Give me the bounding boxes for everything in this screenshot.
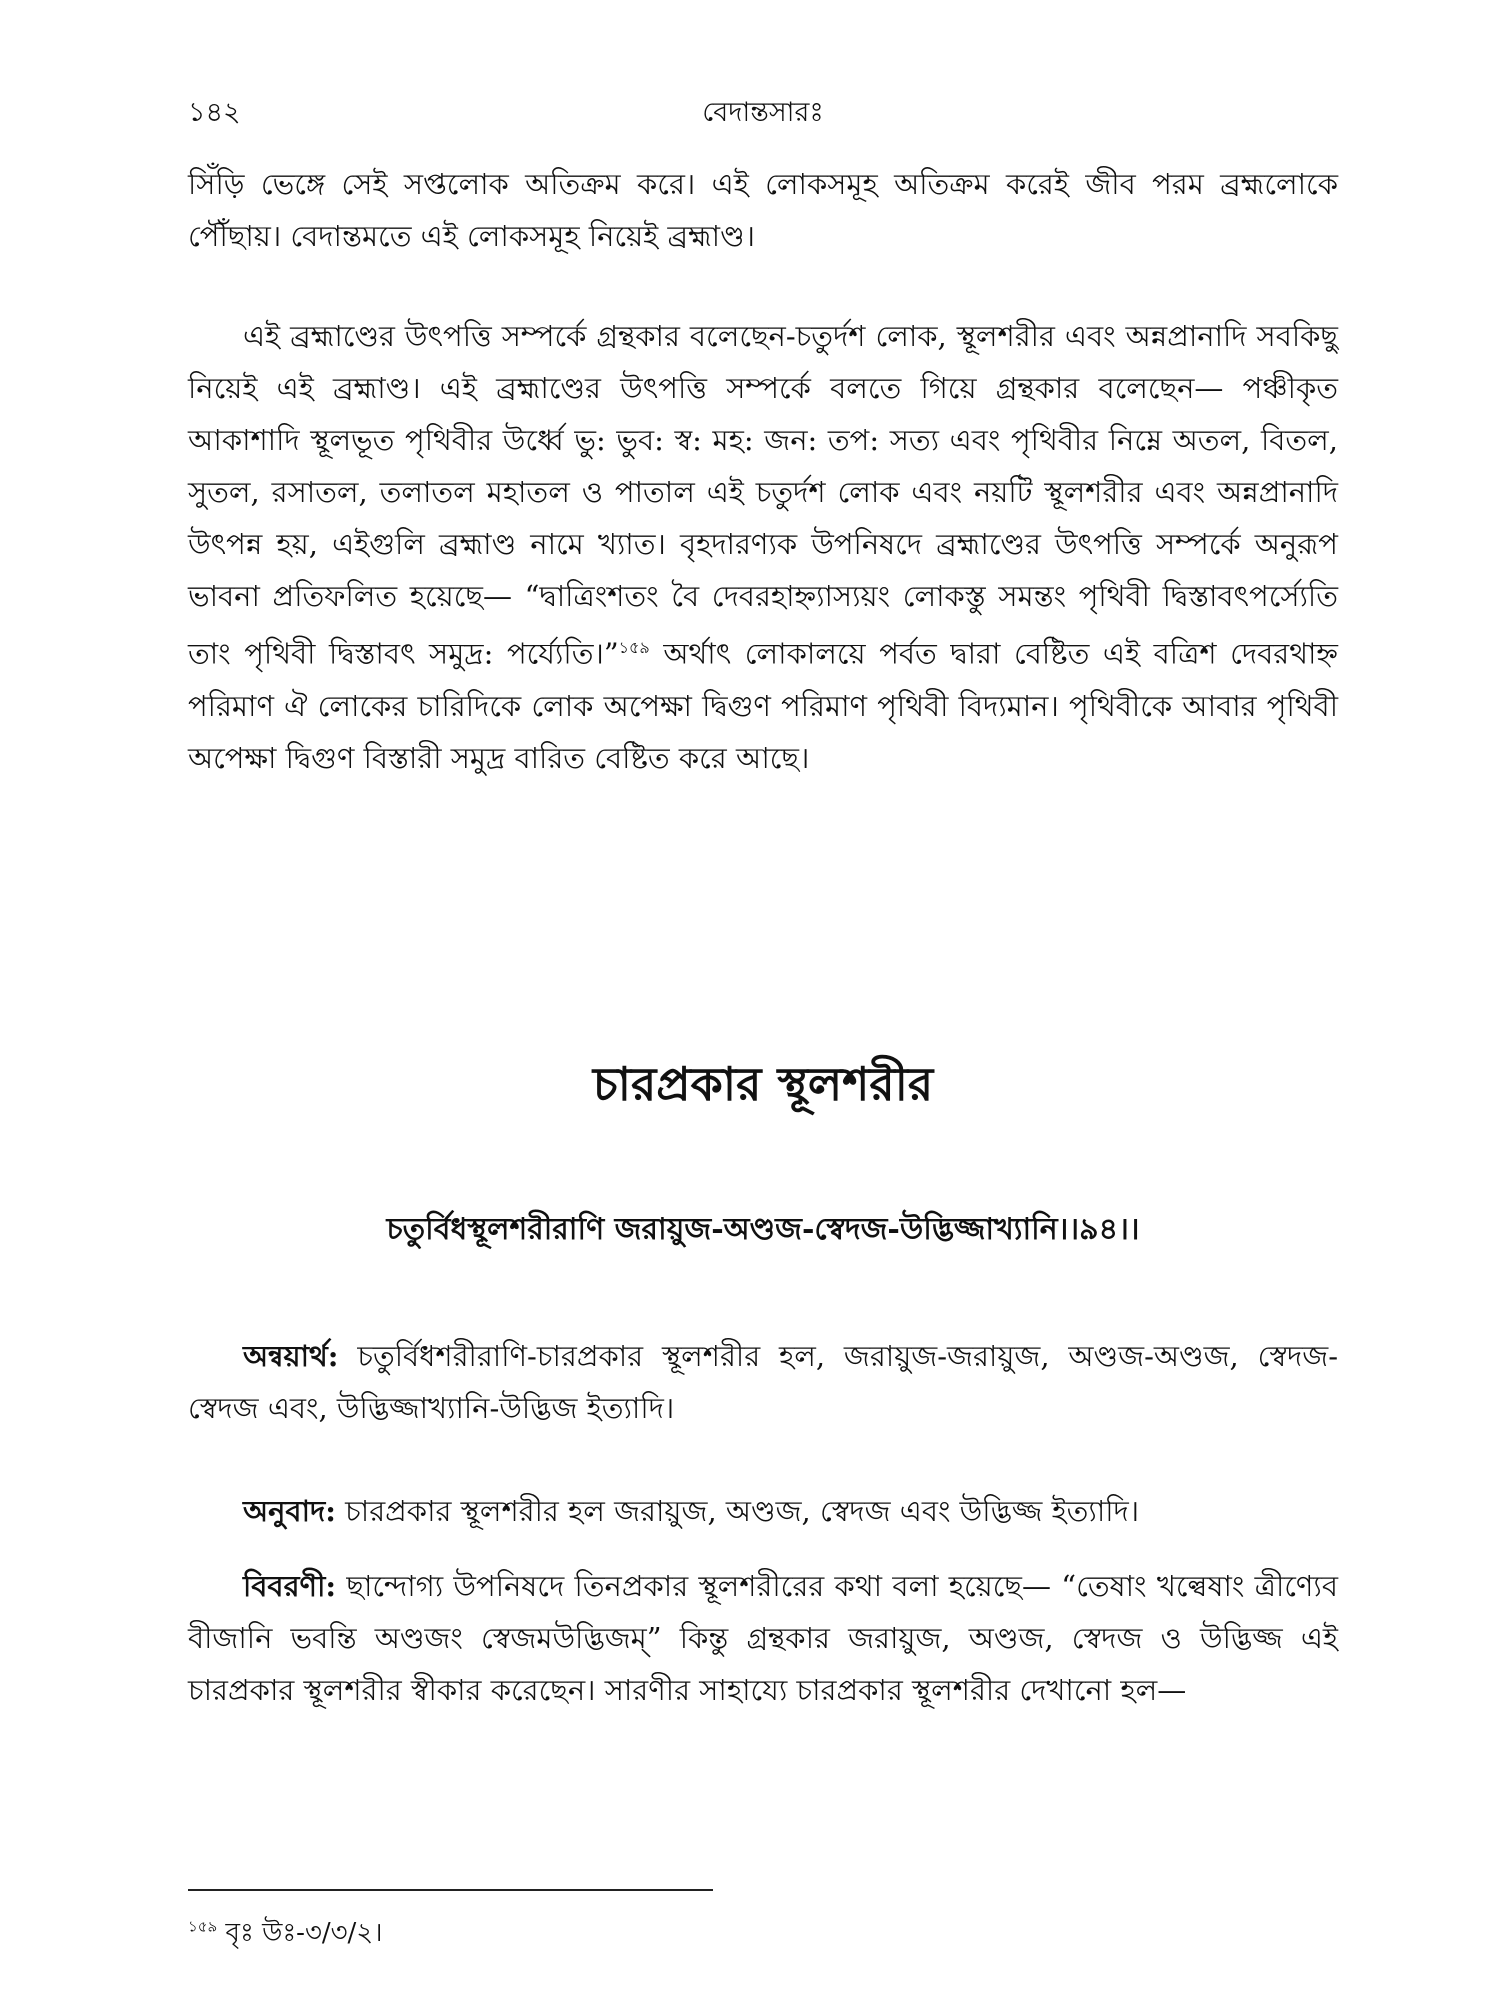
anvay-label: অন্বয়ার্থ: bbox=[243, 1339, 339, 1373]
footnote-number: ১৫৯ bbox=[188, 1917, 218, 1936]
footnote-ref-marker: ১৫৯ bbox=[618, 638, 650, 657]
running-head bbox=[188, 92, 1338, 132]
bibarani-label: বিবরণী: bbox=[243, 1569, 337, 1603]
paragraph-2 bbox=[188, 310, 1338, 784]
footnote bbox=[188, 1912, 1338, 1956]
page-number: ১৪২ bbox=[188, 97, 241, 128]
anvay-paragraph bbox=[188, 1330, 1338, 1434]
paragraph-2-tail: অর্থাৎ লোকালয়ে পর্বত দ্বারা বেষ্টিত এই বত্রিশ দেবরথাহ্ন পরিমাণ ঐ লোকের চারিদিকে লোক অপেক্ষা দ্বিগুণ পরিমাণ পৃথিবী বিদ্যমান। পৃথিবীকে আবার পৃথিবী অপেক্ষা দ্বিগুণ বিস্তারী সমুদ্র বারিত বেষ্টিত করে আছে। bbox=[188, 636, 1338, 775]
paragraph-2-text: এই ব্রহ্মাণ্ডের উৎপত্তি সম্পর্কে গ্রন্থকার বলেছেন-চতুর্দশ লোক, স্থূলশরীর এবং অন্নপ্রানাদি সবকিছু নিয়েই এই ব্রহ্মাণ্ড। এই ব্রহ্মাণ্ডের উৎপত্তি সম্পর্কে বলতে গিয়ে গ্রন্থকার বলেছেন— পঞ্চীকৃত আকাশাদি স্থূলভূত পৃথিবীর উর্ধ্বে ভু: ভুব: স্ব: মহ: জন: তপ: সত্য এবং পৃথিবীর নিম্নে অতল, বিতল, সুতল, রসাতল, তলাতল মহাতল ও পাতাল এই চতুর্দশ লোক এবং নয়টি স্থূলশরীর এবং অন্নপ্রানাদি উৎপন্ন হয়, এইগুলি ব্রহ্মাণ্ড নামে খ্যাত। বৃহদারণ্যক উপনিষদে ব্রহ্মাণ্ডের উৎপত্তি সম্পর্কে অনুরূপ ভাবনা প্রতিফলিত হয়েছে— “দ্বাত্রিংশতং বৈ দেবরহাহ্ন্যাস্যয়ং লোকস্তু সমন্তং পৃথিবী দ্বিস্তাবৎপর্স্যেতি তাং পৃথিবী দ্বিস্তাবৎ সমুদ্র: পর্য্যেতি।” bbox=[188, 319, 1338, 671]
anubad-paragraph bbox=[188, 1485, 1338, 1537]
anvay-text: চতুর্বিধশরীরাণি-চারপ্রকার স্থূলশরীর হল, জরায়ুজ-জরায়ুজ, অণ্ডজ-অণ্ডজ, স্বেদজ-স্বেদজ এবং, উদ্ভিজ্জাখ্যানি-উদ্ভিজ ইত্যাদি। bbox=[188, 1339, 1338, 1425]
section-heading: চারপ্রকার স্থূলশরীর bbox=[592, 1057, 934, 1111]
anubad-text: চারপ্রকার স্থূলশরীর হল জরায়ুজ, অণ্ডজ, স্বেদজ এবং উদ্ভিজ্জ ইত্যাদি। bbox=[335, 1494, 1140, 1528]
anubad-label: অনুবাদ: bbox=[243, 1494, 336, 1528]
bibarani-text: ছান্দোগ্য উপনিষদে তিনপ্রকার স্থূলশরীরের কথা বলা হয়েছে— “তেষাং খল্বেষাং ত্রীণ্যেব বীজানি ভবন্তি অণ্ডজং স্বেজমউদ্ভিজম্” কিন্তু গ্রন্থকার জরায়ুজ, অণ্ডজ, স্বেদজ ও উদ্ভিজ্জ এই চারপ্রকার স্থূলশরীর স্বীকার করেছেন। সারণীর সাহায্যে চারপ্রকার স্থূলশরীর দেখানো হল— bbox=[188, 1569, 1338, 1707]
footnote-divider bbox=[188, 1889, 713, 1891]
bibarani-paragraph bbox=[188, 1560, 1338, 1716]
sutra-verse: চতুর্বিধস্থূলশরীরাণি জরায়ুজ-অণ্ডজ-স্বেদজ-উদ্ভিজ্জাখ্যানি।।৯৪।। bbox=[386, 1212, 1140, 1247]
book-title: বেদান্তসারঃ bbox=[702, 97, 824, 128]
paragraph-1: সিঁড়ি ভেঙ্গে সেই সপ্তলোক অতিক্রম করে। এই লোকসমূহ অতিক্রম করেই জীব পরম ব্রহ্মলোকে পৌঁছায়। বেদান্তমতে এই লোকসমূহ নিয়েই ব্রহ্মাণ্ড। bbox=[188, 167, 1338, 253]
footnote-text: বৃঃ উঃ-৩/৩/২। bbox=[217, 1918, 383, 1948]
